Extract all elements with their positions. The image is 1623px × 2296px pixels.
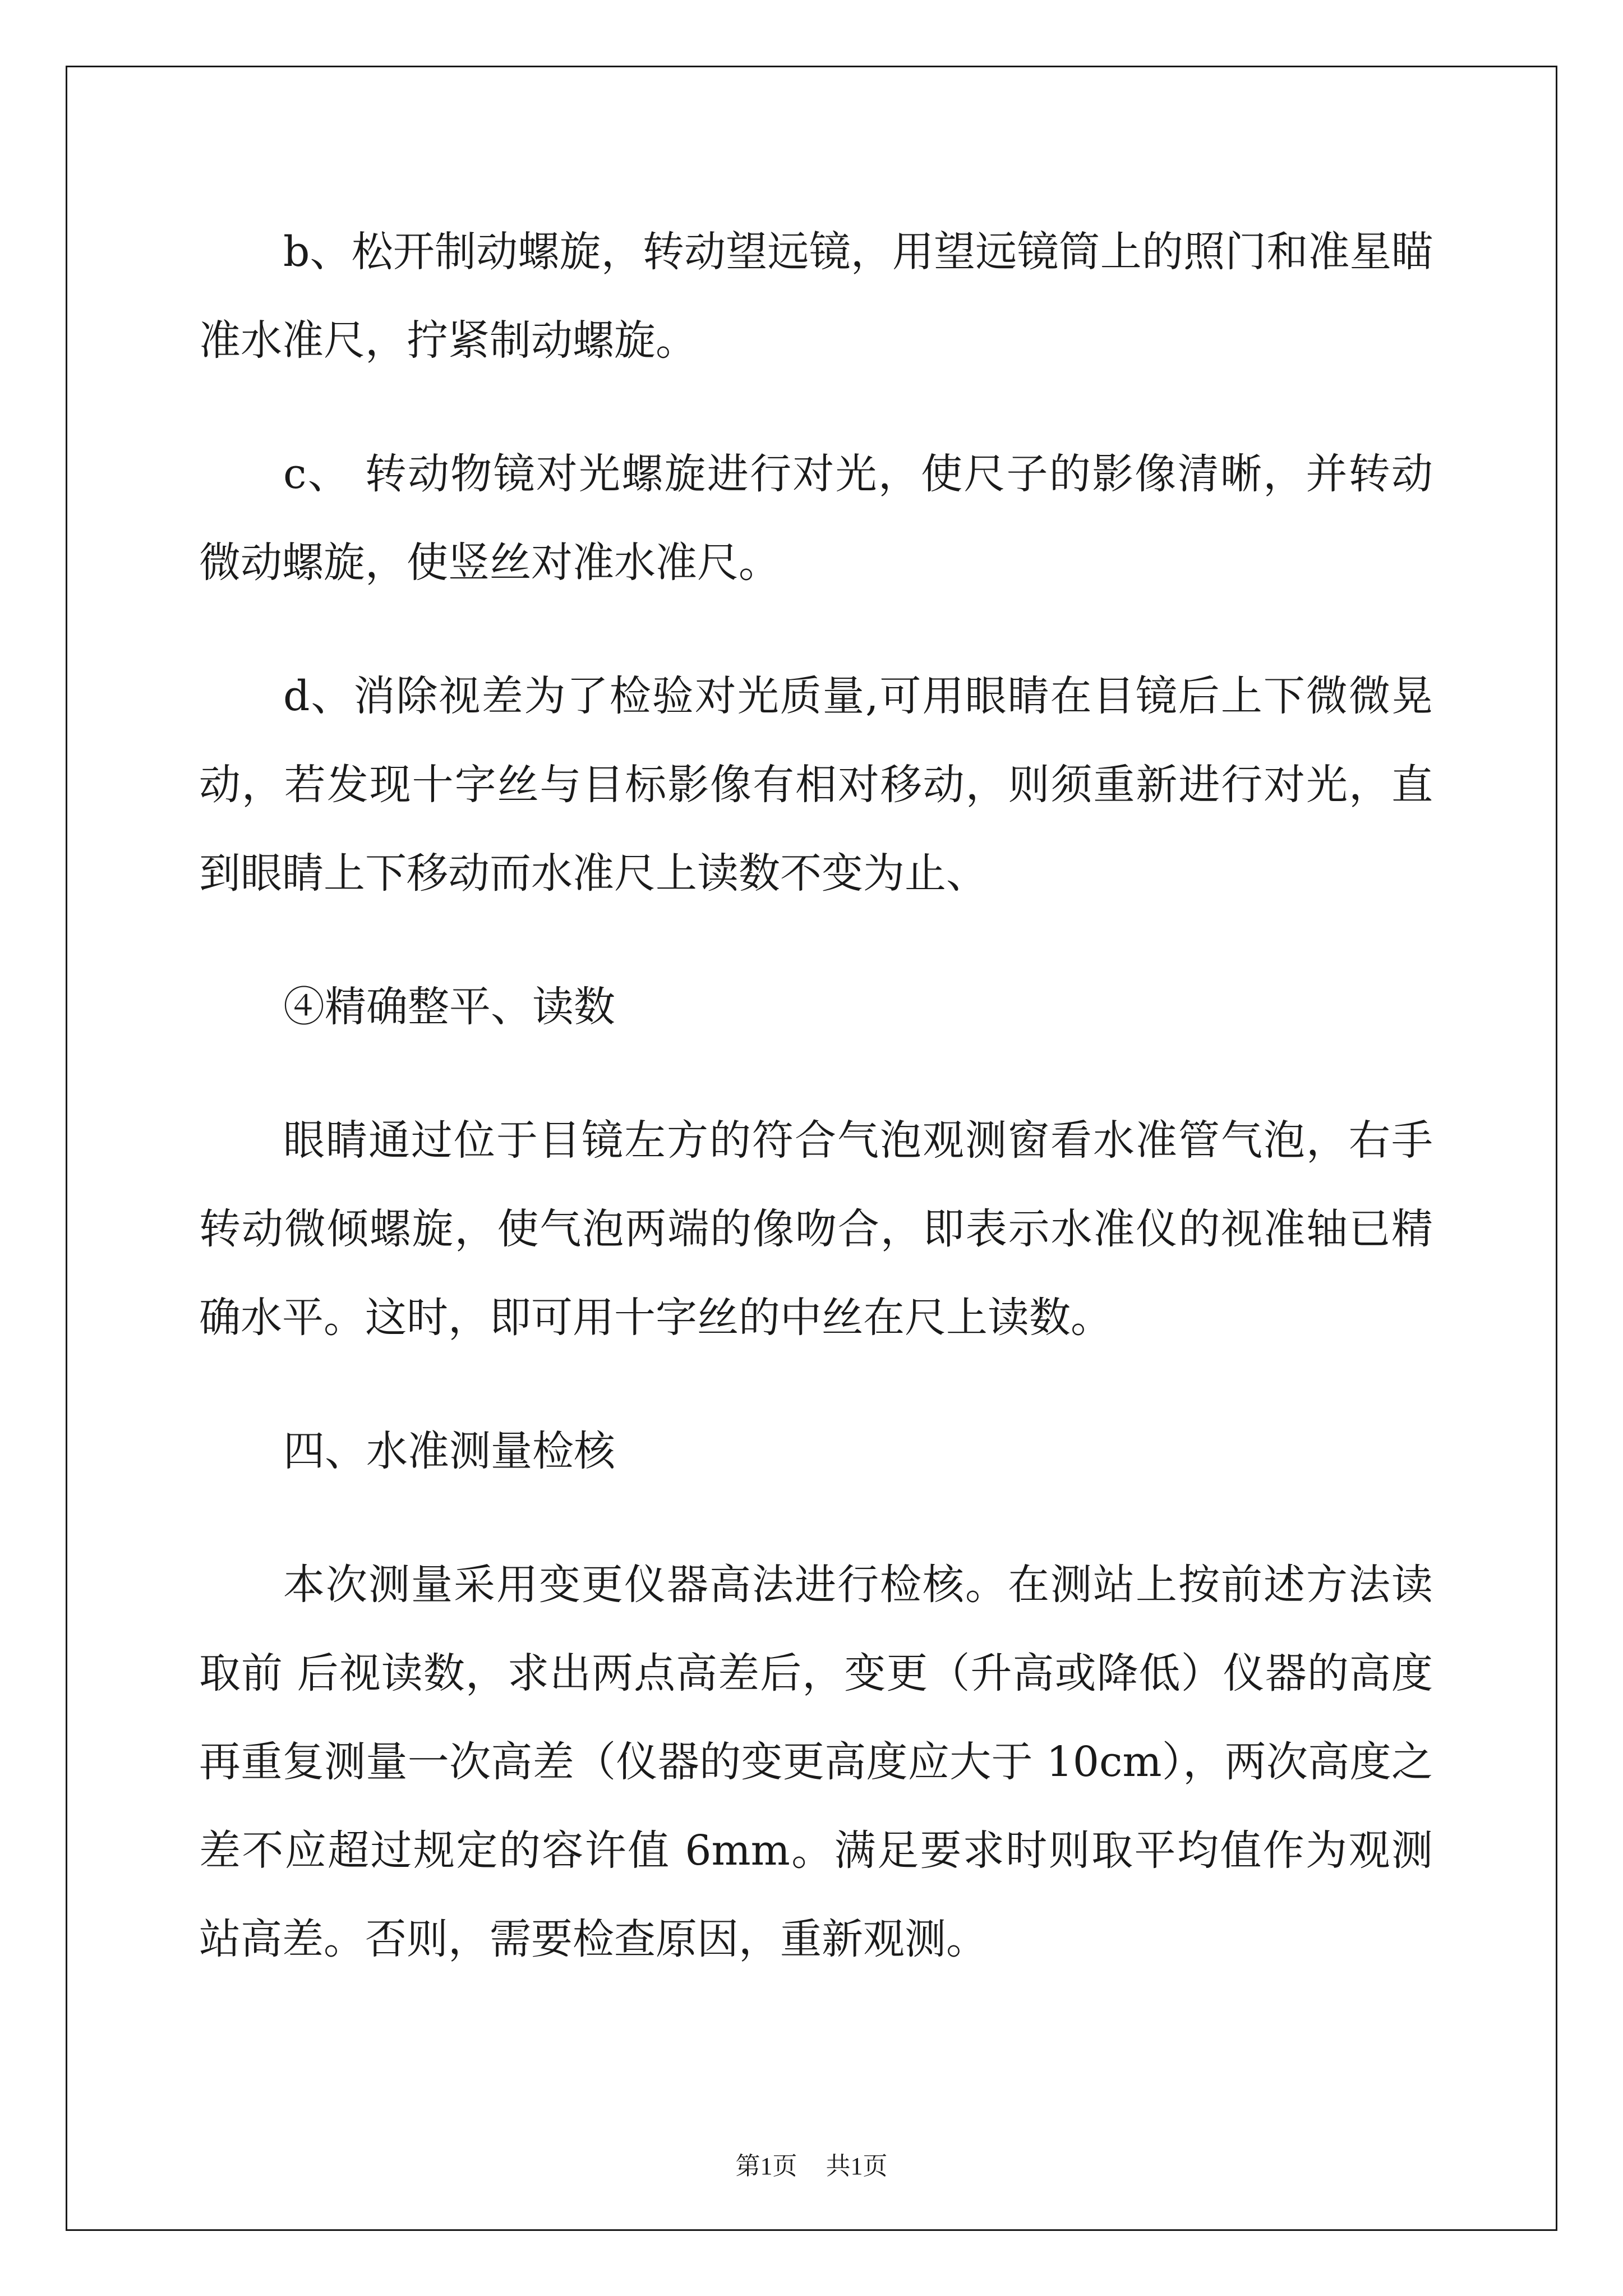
page-footer (0, 2146, 1623, 2182)
section-heading-check: 四、水准测量检核 (283, 1427, 615, 1475)
document-body (199, 208, 1433, 2028)
paragraph-leveling: 眼睛通过位于目镜左方的符合气泡观测窗看水准管气泡，右手转动微倾螺旋，使气泡两端的像吻合，即表示水准仪的视准轴已精确水平。这时，即可用十字丝的中丝在尺上读数。 (199, 1116, 1433, 1342)
paragraph-step-c: c、 转动物镜对光螺旋进行对光，使尺子的影像清晰，并转动微动螺旋，使竖丝对准水准尺。 (199, 450, 1433, 587)
paragraph-step-d: d、消除视差为了检验对光质量,可用眼睛在目镜后上下微微晃动，若发现十字丝与目标影像有相对移动，则须重新进行对光，直到眼睛上下移动而水准尺上读数不变为止、 (199, 672, 1433, 898)
section-heading-leveling: ④精确整平、读数 (283, 983, 615, 1031)
paragraph-check: 本次测量采用变更仪器高法进行检核。在测站上按前述方法读取前 后视读数，求出两点高差后，变更（升高或降低）仪器的高度再重复测量一次高差（仪器的变更高度应大于 10cm），两次高度之差不应超过规定的容许值 6mm。满足要求时则取平均值作为观测站高差。否则，需要检查原因，重新观测。 (199, 1561, 1433, 1963)
paragraph-step-b: b、松开制动螺旋，转动望远镜，用望远镜筒上的照门和准星瞄准水准尺，拧紧制动螺旋。 (199, 228, 1433, 365)
page-number: 第1页 (735, 2152, 797, 2180)
page-total: 共1页 (826, 2152, 888, 2180)
